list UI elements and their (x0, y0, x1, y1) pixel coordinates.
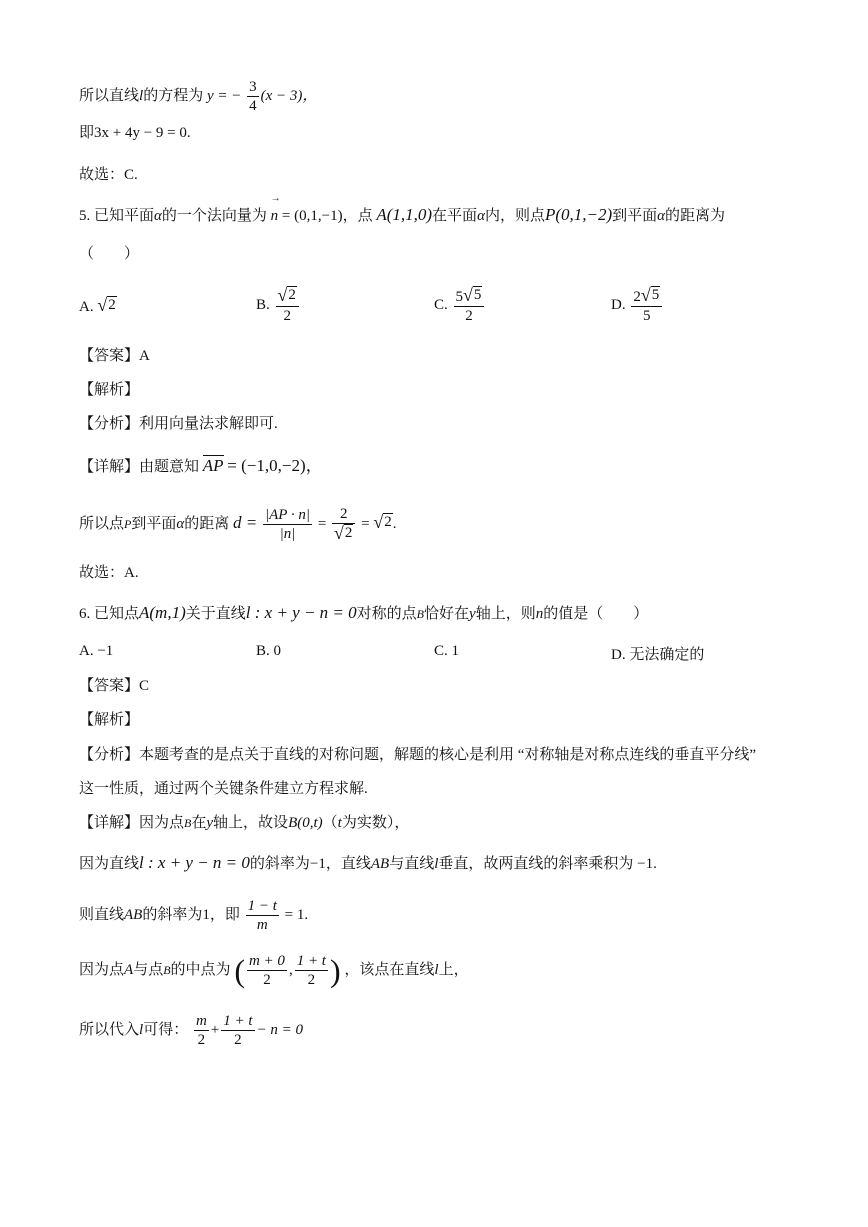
detail-6-midpoint: 因为点A与点B的中点为 ( $\frac{m + 0}{2}$ , $\frac{1 + t}{2}$ ) ，该点在直线l上， (79, 952, 469, 989)
question-5-paren: （ ） (79, 246, 140, 262)
solution-line-equation (79, 78, 317, 115)
answer-6: 【答案】C (79, 678, 150, 694)
answer-selection-5: 故选：A. (79, 565, 139, 581)
point-P: P(0,1,−2) (544, 205, 613, 224)
solution-line-general-form: 即3x + 4y − 9 = 0. (79, 125, 191, 141)
q5-option-d: D. 2 √ 5 5 (611, 286, 664, 325)
answer-selection-4: 故选：C. (79, 167, 138, 183)
analysis-5-heading: 【解析】 (79, 382, 140, 398)
equation-tail: (x − 3)， (260, 87, 318, 104)
q5-option-c: C. 5 √ 5 2 (434, 286, 486, 325)
detail-6-set-b: 【详解】因为点B在y轴上，故设B(0,t)（t为实数）， (79, 815, 410, 831)
q5-option-a: A. √ 2 (79, 295, 116, 315)
sqrt: √ 2 (97, 295, 116, 315)
detail-6-substitute: 所以代入l可得： $\frac{m}{2}$ + $\frac{1 + t}{2}$ − n = 0 (79, 1013, 304, 1048)
fraction-3-4: $\frac{3}{4}$ (249, 79, 257, 114)
answer-5: 【答案】A (79, 348, 150, 364)
alpha: α (154, 208, 162, 224)
var-l: l (139, 87, 144, 104)
q6-option-c: C. 1 (434, 643, 460, 659)
text: 的方程为 (143, 87, 204, 104)
q6-option-d: D. 无法确定的 (611, 647, 705, 663)
q6-option-a: A. −1 (79, 643, 114, 659)
analysis-6-line1: 【分析】本题考查的是点关于直线的对称问题，解题的核心是利用 “对称轴是对称点连线的垂直平分线” (79, 747, 757, 763)
point-A: A(1,1,0) (376, 205, 433, 224)
analysis-5-method: 【分析】利用向量法求解即可. (79, 416, 278, 432)
q5-option-b: B. √ 2 2 (256, 286, 301, 325)
detail-5-distance: 所以点P到平面α的距离 d = $\frac{|AP \cdot n|}{|n|}$ = 2 √ 2 = √ 2 . (79, 506, 397, 543)
question-5-stem: 5. 已知平面α的一个法向量为 → n = (0,1,−1)，点 A(1,1,0)在平面α内，则点P(0,1,−2)到平面α的距离为 (79, 205, 725, 226)
analysis-6-heading: 【解析】 (79, 712, 140, 728)
detail-5-vector-ap: 【详解】由题意知 AP = (−1,0,−2)， (79, 456, 323, 475)
analysis-6-line2: 这一性质，通过两个关键条件建立方程求解. (79, 781, 368, 797)
normal-vector-n: → n (271, 206, 279, 226)
equation-lhs: y = − (206, 87, 242, 104)
fraction-distance: $\frac{|AP \cdot n|}{|n|}$ (265, 507, 311, 542)
text: 所以直线 (79, 87, 140, 104)
detail-6-slope-product: 因为直线l : x + y − n = 0的斜率为−1，直线AB与直线l垂直，故两直线的斜率乘积为 −1. (79, 853, 657, 872)
question-6-stem: 6. 已知点A(m,1)关于直线l : x + y − n = 0对称的点B恰好在y轴上，则n的值是（ ） (79, 603, 649, 622)
detail-6-slope-ab: 则直线AB的斜率为1，即 $\frac{1 - t}{m}$ = 1. (79, 898, 309, 933)
vector-AP: AP (202, 456, 224, 475)
q6-option-b: B. 0 (256, 643, 282, 659)
